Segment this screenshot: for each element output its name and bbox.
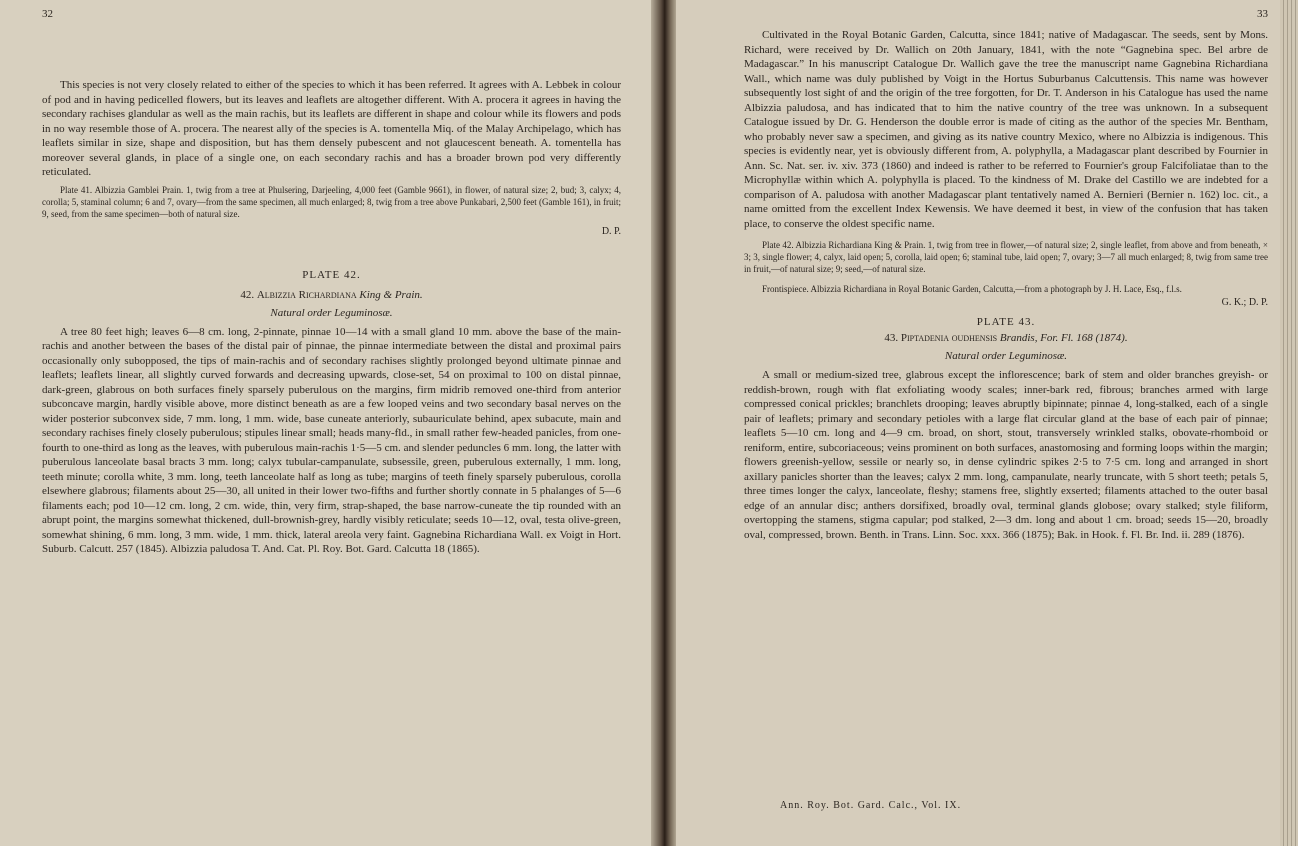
natural-order: Natural order Leguminosæ. [270, 306, 393, 319]
species-description: A small or medium-sized tree, glabrous except the inflorescence; bark of stem and older branches greyish- or reddish-brown, rough with flat exfoliating woody scales; inner-bark red, fibrous; branches armed with large compressed conical prickles; branchlets drooping; leaves abruptly bipinnate; pinnae 4, long-stalked, each of a single pair of leaflets; primary and secondary petioles with a large flat circular gland at the base of each pair of pinnae; leaflets 5—10 cm. long and 4—9 cm. broad, on short, stout, transversely wrinkled stalks, obovate-rhomboid or reniform, entire, subcoriaceous; veins prominent on both surfaces, anastomosing and forming loops within the margin; flowers greenish-yellow, sessile or nearly so, in dense cylindric spikes 2·5 to 7·5 cm. long and arranged in short axillary panicles shorter than the leaves; calyx 2 mm. long, campanulate, nearly truncate, with 5 short teeth; petals 5, three times longer the calyx, lanceolate, fleshy; stamens free, slightly exserted; filaments attached to the outer basal edge of an annular disc; anthers dorsifixed, broadly oval, terminal glands globose; ovary stalked; style filiform, overtopping the stamens, stigma capular; pod stalked, 2—3 dm. long and about 1 cm. broad; seeds 15—20, broadly oval, compressed, brown. Benth. in Trans. Linn. Soc. xxx. 366 (1875); Bak. in Hook. f. Fl. Br. Ind. ii. 289 (1876). [744, 369, 1268, 541]
plate-heading: PLATE 43. [976, 316, 1036, 328]
species-number: 43. [884, 332, 899, 344]
history-paragraph: Cultivated in the Royal Botanic Garden, Calcutta, since 1841; native of Madagascar. The seeds, sent by Mons. Richard, were received by Dr. Wallich on 20th January, 1841, with the note “Gagnebina spec. Bel arbre de Madagascar.” In his manuscript Catalogue Dr. Wallich gave the tree the manuscript name Gagnebina Richardiana Wall., which name was duly published by Voigt in the Hortus Suburbanus Calcuttensis. This name was however subsequently lost sight of and the origin of the tree forgotten, for Dr. T. Anderson in his Catalogue has used the name Albizzia paludosa, and has indicated that to him the native country of the tree was unknown. In a subsequent Catalogue issued by Dr. G. Henderson the double error is made of citing as the author of the species Mr. Bentham, who probably never saw a specimen, and giving as its native country Mexico, where no Albizzia is indigenous. This species is evidently near, yet is obviously different from, A. polyphylla, a Madagascar plant described by Fournier in Ann. Sc. Nat. ser. iv. xiv. 373 (1860) and indeed is rather to be referred to Fournier's group Falcifoliatae than to the Microphyllæ within which A. polyphylla is placed. To the kindness of M. Drake del Castillo we are indebted for a comparison of A. paludosa with another Madagascar plant tentatively named A. Bernieri (Bernier n. 162) loc. cit., a name omitted from the excellent Index Kewensis. We have deemed it best, in view of the confusion that has taken place, to conserve the oldest specific name. [744, 29, 1268, 230]
species-heading [744, 332, 1268, 344]
natural-order: Natural order Leguminosæ. [944, 350, 1068, 362]
signature: D. P. [601, 225, 621, 237]
page-number: 33 [1257, 8, 1268, 20]
plate41-caption: Plate 41. Albizzia Gamblei Prain. 1, twig from a tree at Phulsering, Darjeeling, 4,000 feet (Gamble 9661), in flower, of natural size; 2, bud; 3, calyx; 4, corolla; 5, staminal column; 6 and 7, ovary—from the same specimen, all much enlarged; 8, twig from a tree above Punkabari, 2,500 feet (Gamble 161), in fruit; 9, seed, from the same specimen—both of natural size. [42, 184, 621, 219]
species-author: Brandis, For. Fl. 168 (1874). [999, 332, 1128, 344]
plate42-caption: Plate 42. Albizzia Richardiana King & Prain. 1, twig from tree in flower,—of natural size; 2, single leaflet, from above and from beneath, × 3; 3, single flower; 4, calyx, laid open; 5, corolla, laid open; 6; staminal tube, laid open; 7, ovary; 3—7 all much enlarged; 8, twig from same tree in fruit,—of natural size; 9; seed,—of natural size. [744, 240, 1268, 274]
page-number: 32 [42, 8, 53, 20]
species-name: Piptadenia oudhensis [900, 332, 998, 344]
book-gutter [651, 0, 676, 846]
species-heading [42, 289, 621, 301]
species-author: King & Prain. [359, 288, 423, 301]
plate-heading: PLATE 42. [302, 268, 361, 281]
intro-paragraph: This species is not very closely related to either of the species to which it has been referred. It agrees with A. Lebbek in colour of pod and in having pedicelled flowers, but its leaves and leaflets are altogether different. With A. procera it agrees in having the secondary rachises glandular as well as the main rachis, but its leaflets are different in shape and colour while its flowers and pods in no way resemble those of A. procera. The nearest ally of the species is A. tomentella Miq. of the Malay Archipelago, which has leaflets similar in size, shape and disposition, but has them densely pubescent and not glaucescent beneath. A. tomentella has moreover several glands, in place of a single one, on each secondary rachis and has a broader brown pod very differently reticulated. [42, 79, 621, 178]
right-page [676, 0, 1298, 846]
journal-footer: Ann. Roy. Bot. Gard. Calc., Vol. IX. [780, 800, 962, 811]
species-description: A tree 80 feet high; leaves 6—8 cm. long, 2-pinnate, pinnae 10—14 with a small gland 10 mm. above the base of the main-rachis and another between the bases of the distal pair of pinnae, the pinnae intermediate between the distal and proximal pairs occasionally only subopposed, the tips of main-rachis and of secondary rachises slightly prolonged beyond ultimate pinnae and leaflets; leaflets linear, all slightly curved forwards and decreasing upwards, close-set, 54 on proximal to 100 on distal pinnae, dark-green, glabrous on both surfaces finely sparsely puberulous on the margins, firm midrib removed one-third from anterior subconcave margin, hardly visible above, more distinct beneath as are a few looped veins and two secondary basal nerves on the wider posterior subconvex side, 7 mm. long, 1 mm. wide, base cuneate anteriorly, subauriculate behind, apex subacute, main and secondary rachises finely closely puberulous; stipules linear small; heads many-fld., in small rather few-headed panicles, from one-fourth to one-third as long as the leaves, with puberulous main-rachis 1·5—5 cm. and slender peduncles 6 mm. long, the latter with puberulous lanceolate basal bracts 3 mm. long; calyx tubular-campanulate, subsessile, green, puberulous externally, 1 mm. long, teeth minute; corolla white, 3 mm. long, teeth lanceolate half as long as tube; margins of teeth finely sparsely puberulous, corolla elsewhere glabrous; filaments about 25—30, all united in their lower two-fifths and further shortly connate in 5 phalanges of 5—6 filaments each; pod 10—12 cm. long, 2 cm. wide, thin, very firm, strap-shaped, the base narrow-cuneate the tip rounded with an abrupt point, the margins somewhat thickened, dull-brownish-grey, hardly visibly reticulate; seeds 10—12, oval, testa olive-green, somewhat shining, 6 mm. long, 3 mm. wide, 1 mm. thick, lateral areola very faint. Gagnebina Richardiana Wall. ex Voigt in Hort. Suburb. Calcutt. 257 (1845). Albizzia paludosa T. And. Cat. Pl. Roy. Bot. Gard. Calcutta 18 (1865). [42, 325, 621, 555]
species-number: 42. [240, 288, 255, 301]
species-name: Albizzia Richardiana [256, 288, 357, 301]
page-edges-right [1280, 0, 1298, 846]
frontispiece-caption: Frontispiece. Albizzia Richardiana in Royal Botanic Garden, Calcutta,—from a photograph by J. H. Lace, Esq., f.l.s. [762, 284, 1182, 294]
signature: G. K.; D. P. [1221, 297, 1268, 308]
